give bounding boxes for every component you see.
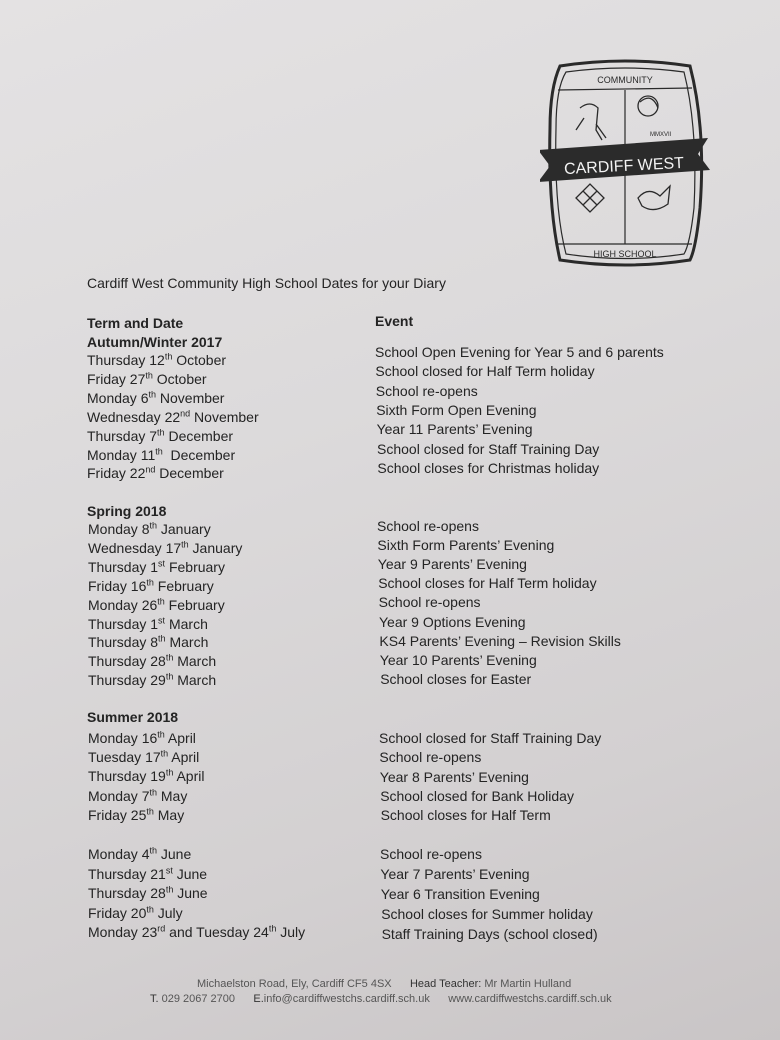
date-cell [87,465,224,481]
date-sup: th [146,577,154,588]
event-cell: Year 9 Parents’ Evening [377,556,527,573]
date-sup2: th [268,923,277,934]
date-sup: th [157,729,165,740]
date-sup: th [165,652,174,663]
date-pre: Thursday 7 [87,427,158,444]
date-sup: th [149,845,157,856]
event-cell: KS4 Parents’ Evening – Revision Skills [379,632,621,649]
event-cell: School closes for Easter [380,670,532,687]
term-heading: Spring 2018 [87,503,167,519]
event-cell: Year 6 Transition Evening [380,886,540,902]
svg-text:MMXVII: MMXVII [650,132,672,138]
date-sup: nd [145,464,156,475]
date-pre: Monday 4 [88,846,150,862]
term-and-date-header: Term and Date [87,315,184,331]
date-sup: th [149,520,157,531]
date-pre: Friday 25 [88,806,147,823]
date-sup: th [165,767,174,778]
date-cell [88,885,208,901]
date-cell [87,371,207,387]
date-sup: th [145,370,153,381]
date-post: February [153,577,214,594]
date-post: April [168,749,200,766]
date-pre: Monday 26 [88,596,158,613]
date-sup: th [160,748,169,759]
date-cell [88,807,184,823]
event-cell: School closed for Half Term holiday [375,363,595,380]
event-cell: Sixth Form Open Evening [376,401,537,418]
date-post: April [164,730,196,746]
date-cell [88,788,187,804]
date-pre: Thursday 21 [88,865,166,882]
event-cell: School closed for Bank Holiday [380,787,574,804]
email-address: info@cardiffwestchs.cardiff.sch.uk [263,993,430,1005]
date-pre: Thursday 1 [88,615,159,632]
date-sup: rd [157,923,166,934]
date-cell [87,390,224,406]
date-cell [88,905,183,921]
date-post: and Tuesday 24 [165,924,269,940]
date-cell [88,846,191,862]
date-pre: Monday 16 [88,730,158,746]
date-cell [87,428,233,444]
date-cell [88,540,242,556]
date-post: June [173,885,208,901]
svg-text:COMMUNITY: COMMUNITY [597,75,653,85]
event-cell: School closes for Christmas holiday [377,459,600,476]
event-cell: School closes for Half Term holiday [378,575,597,592]
event-cell: School re-opens [378,594,481,611]
event-cell: School closes for Half Term [380,807,551,824]
date-post: March [165,634,209,651]
term-heading: Autumn/Winter 2017 [87,334,223,350]
date-post: June [172,865,208,882]
event-cell: Year 7 Parents’ Evening [380,866,530,882]
date-cell [88,597,225,613]
date-post: October [152,370,207,387]
date-cell [88,672,216,688]
event-cell: Year 9 Options Evening [379,613,526,630]
date-sup: st [165,864,173,875]
event-cell: Year 10 Parents’ Evening [379,651,537,668]
date-sup: th [155,445,163,456]
date-post2: July [276,924,306,940]
date-pre: Monday 6 [87,389,149,406]
event-cell: Year 8 Parents’ Evening [379,768,529,785]
date-pre: Monday 11 [87,446,156,463]
event-cell: School closed for Staff Training Day [379,730,602,746]
date-sup: th [149,786,157,797]
date-sup: th [158,633,166,644]
date-pre: Thursday 8 [88,634,159,651]
date-pre: Friday 16 [88,577,147,594]
event-cell: Staff Training Days (school closed) [381,926,598,942]
website-url: www.cardiffwestchs.cardiff.sch.uk [448,993,612,1005]
date-pre: Friday 20 [88,904,147,921]
event-cell: School Open Evening for Year 5 and 6 parents [375,344,664,360]
telephone-number: 029 2067 2700 [161,993,236,1005]
date-post: December [155,465,224,482]
date-cell [88,768,204,784]
date-post: May [157,787,188,804]
event-cell: School re-opens [380,846,482,862]
date-cell [87,409,259,425]
date-pre: Wednesday 17 [88,539,182,556]
date-sup: nd [180,408,191,419]
date-cell [88,653,216,669]
date-cell [88,924,305,940]
date-cell [88,559,225,575]
date-cell [87,352,226,368]
date-post: March [173,672,217,689]
event-header: Event [375,313,414,329]
date-post: May [153,806,185,823]
event-cell: School closed for Staff Training Day [377,440,600,457]
head-teacher-name: Mr Martin Hulland [484,978,572,990]
date-post: March [173,653,217,670]
date-pre: Thursday 12 [87,352,165,368]
event-cell: Sixth Form Parents’ Evening [377,537,555,554]
date-pre: Thursday 19 [88,768,166,785]
date-post: April [173,768,205,785]
date-post: January [157,521,211,537]
head-teacher-label: Head Teacher: [409,978,482,990]
event-cell: Year 11 Parents’ Evening [376,421,533,438]
date-cell [88,616,208,632]
date-cell [88,521,211,537]
date-sup: st [158,614,166,625]
date-post: November [190,408,259,425]
school-crest-logo [540,58,710,268]
date-pre: Friday 27 [87,370,146,387]
date-sup: st [158,558,166,569]
date-cell [88,634,208,650]
date-pre: Monday 8 [88,521,150,537]
date-post: February [164,596,225,613]
date-pre: Thursday 29 [88,672,166,689]
date-pre: Monday 23 [88,924,158,940]
date-post: October [172,352,227,368]
event-cell: School closes for Summer holiday [381,906,593,922]
svg-text:HIGH SCHOOL: HIGH SCHOOL [593,249,657,259]
date-post: June [157,846,192,862]
date-cell [88,866,207,882]
event-cell: School re-opens [379,749,482,766]
email-label: E. [253,993,264,1005]
date-pre: Tuesday 17 [88,749,161,766]
date-sup: th [146,903,154,914]
date-pre: Thursday 28 [88,885,166,901]
date-post: November [156,389,225,406]
date-sup: th [157,426,165,437]
date-post: March [165,615,208,632]
date-sup: th [157,595,165,606]
document-title: Cardiff West Community High School Dates for your Diary [87,275,446,291]
footer-address-line [197,978,571,990]
date-cell [88,578,214,594]
date-post: December [162,446,236,463]
date-sup: th [148,389,156,400]
svg-text:CARDIFF WEST: CARDIFF WEST [563,154,685,179]
date-pre: Thursday 1 [88,558,159,575]
date-sup: th [146,806,154,817]
date-pre: Wednesday 22 [87,408,181,425]
date-pre: Friday 22 [87,465,146,482]
event-cell: School re-opens [377,518,479,534]
school-address: Michaelston Road, Ely, Cardiff CF5 4SX [197,978,392,990]
date-sup: th [165,884,174,895]
footer-contact-line [150,993,612,1005]
date-post: January [188,539,243,556]
term-heading: Summer 2018 [87,709,179,725]
date-sup: th [181,539,189,550]
date-cell [87,447,235,463]
date-pre: Thursday 28 [88,653,166,670]
date-post: July [153,904,183,921]
date-cell [88,730,196,746]
date-sup: th [165,671,174,682]
date-post: December [164,427,234,444]
date-post: February [165,558,225,575]
telephone-label: T. [150,993,159,1005]
event-cell: School re-opens [375,382,478,399]
date-cell [88,749,199,765]
date-pre: Monday 7 [88,787,150,804]
date-sup: th [164,351,173,362]
